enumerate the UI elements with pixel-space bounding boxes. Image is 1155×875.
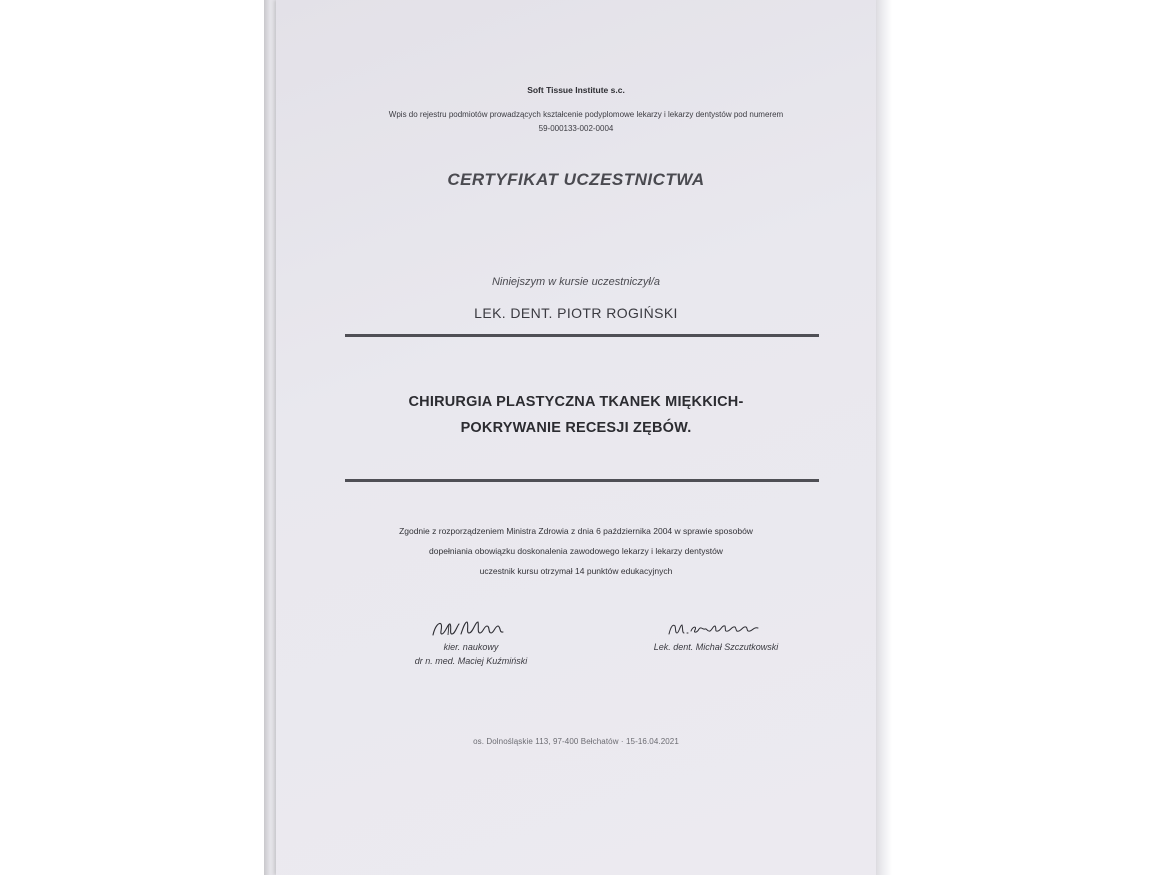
divider-bottom xyxy=(345,479,819,482)
legal-line: Zgodnie z rozporządzeniem Ministra Zdrowia z dnia 6 października 2004 w sprawie sposobów xyxy=(399,526,753,536)
handwritten-signature xyxy=(661,616,771,640)
participation-intro: Niniejszym w kursie uczestniczył/a xyxy=(491,276,661,288)
registry-statement: Wpis do rejestru podmiotów prowadzących kształcenie podyplomowe lekarzy i lekarzy dentystów pod numerem xyxy=(388,110,784,119)
legal-line: dopełniania obowiązku doskonalenia zawodowego lekarzy i lekarzy dentystów xyxy=(429,546,723,556)
address-and-date-footer: os. Dolnośląskie 113, 97-400 Bełchatów · 15-16.04.2021 xyxy=(473,737,679,746)
registry-number: 59-000133-002-0004 xyxy=(538,124,614,133)
certificate-sheet xyxy=(276,0,876,875)
course-title-line: POKRYWANIE RECESJI ZĘBÓW. xyxy=(460,420,692,436)
organization-name: Soft Tissue Institute s.c. xyxy=(527,85,625,95)
signatory-name: dr n. med. Maciej Kuźmiński xyxy=(414,656,528,666)
signatory-name: Lek. dent. Michał Szczutkowski xyxy=(653,642,779,652)
course-title-line: CHIRURGIA PLASTYCZNA TKANEK MIĘKKICH- xyxy=(408,394,744,410)
course-title xyxy=(276,389,876,441)
certificate-title: CERTYFIKAT UCZESTNICTWA xyxy=(447,170,705,189)
signatory-role: kier. naukowy xyxy=(443,642,499,652)
participant-name: LEK. DENT. PIOTR ROGIŃSKI xyxy=(474,305,678,321)
legal-line: uczestnik kursu otrzymał 14 punktów edukacyjnych xyxy=(479,566,673,576)
signature-block-scientific-director xyxy=(371,616,571,668)
legal-statement xyxy=(276,521,876,581)
handwritten-signature xyxy=(421,616,521,640)
divider-top xyxy=(345,334,819,337)
signature-block-instructor xyxy=(616,616,816,654)
document-frame-edge xyxy=(874,0,892,875)
